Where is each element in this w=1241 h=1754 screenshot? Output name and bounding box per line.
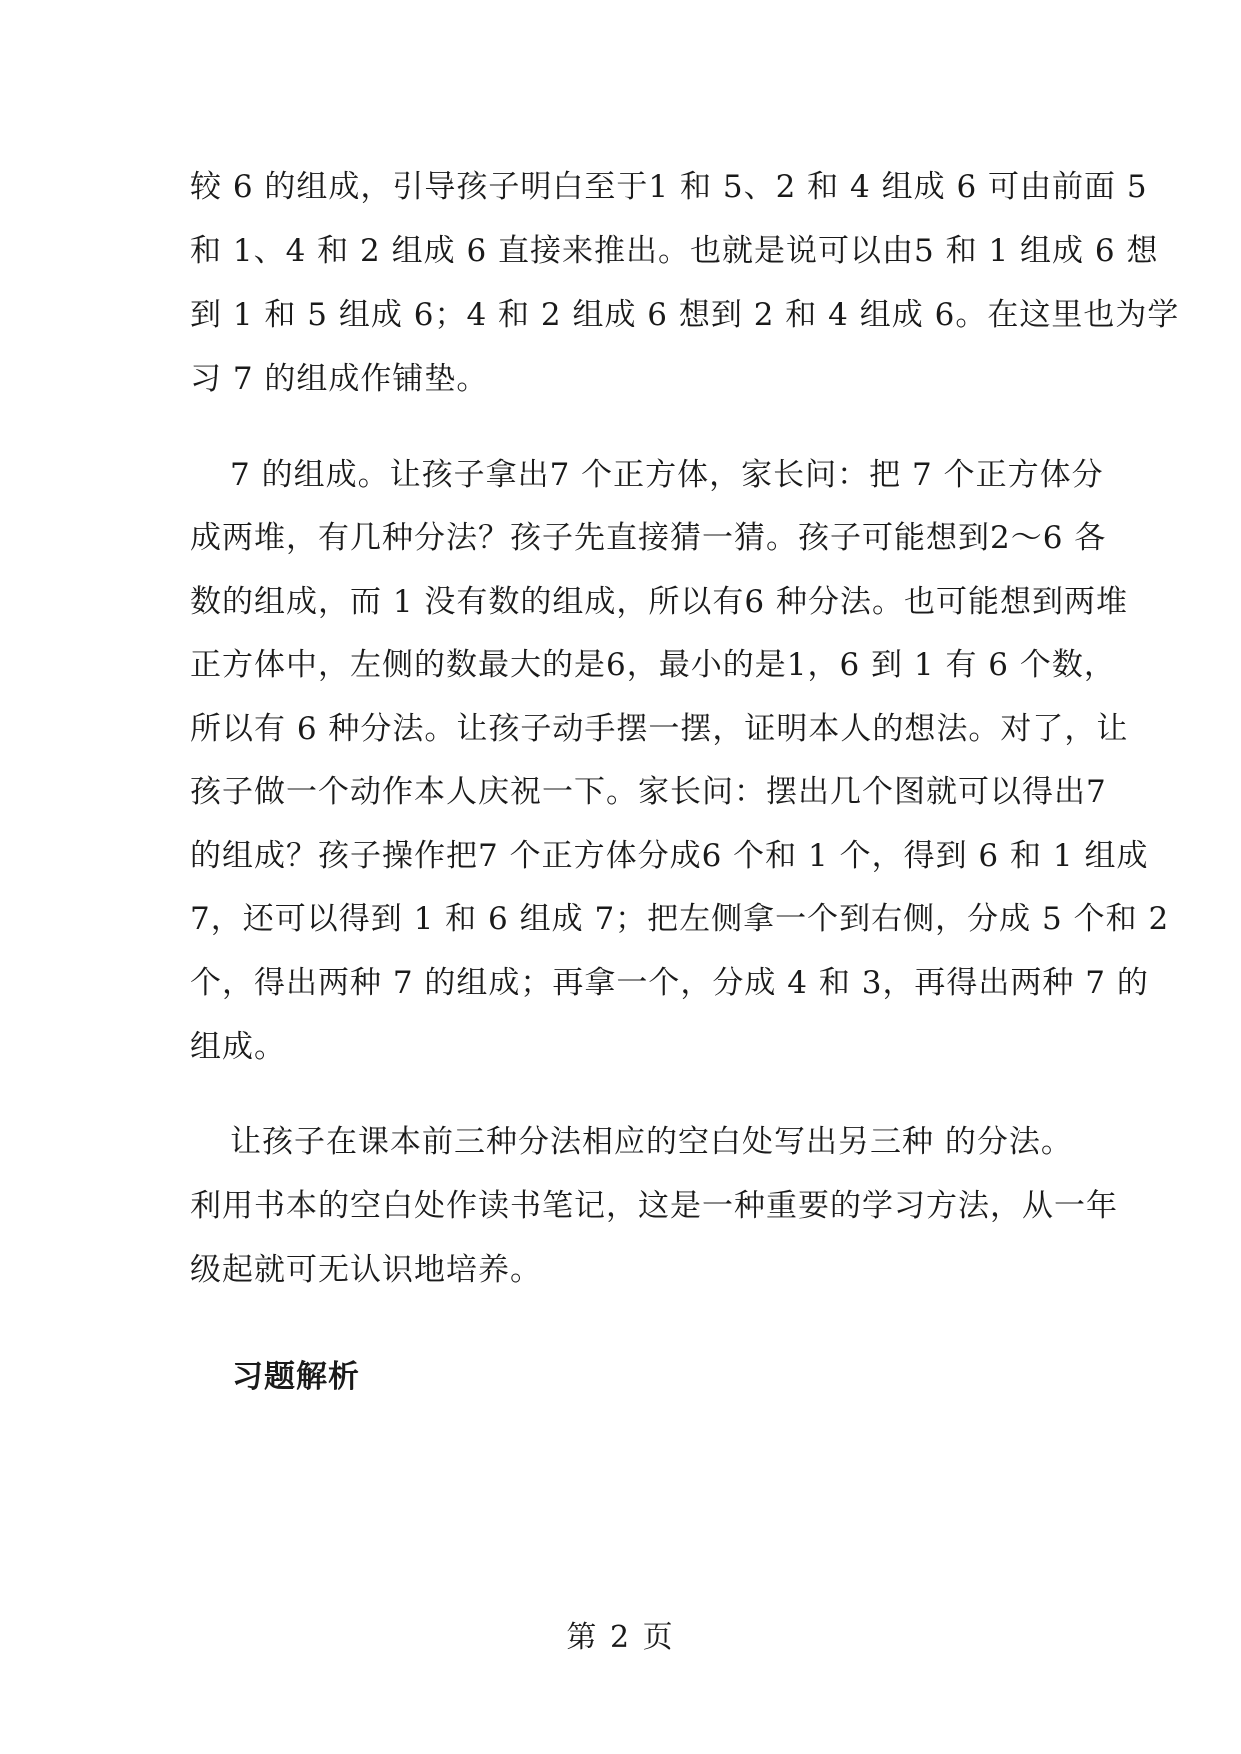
paragraph-2-line-5: 所以有 6 种分法。让孩子动手摆一摆，证明本人的想法。对了，让: [190, 711, 1129, 747]
paragraph-3-line-3: 级起就可无认识地培养。: [190, 1252, 542, 1288]
paragraph-1-line-2: 和 1、4 和 2 组成 6 直接来推出。也就是说可以由5 和 1 组成 6 想: [190, 233, 1159, 269]
paragraph-2-line-7: 的组成？孩子操作把7 个正方体分成6 个和 1 个，得到 6 和 1 组成: [190, 838, 1149, 874]
page-number: 第 2 页: [566, 1620, 675, 1655]
paragraph-2-line-1: 7 的组成。让孩子拿出7 个正方体，家长问：把 7 个正方体分: [230, 457, 1104, 493]
paragraph-2-line-9: 个，得出两种 7 的组成；再拿一个，分成 4 和 3，再得出两种 7 的: [190, 965, 1149, 1001]
paragraph-2-line-3: 数的组成，而 1 没有数的组成，所以有6 种分法。也可能想到两堆: [190, 584, 1129, 620]
paragraph-2-line-4: 正方体中，左侧的数最大的是6，最小的是1，6 到 1 有 6 个数，: [190, 647, 1116, 683]
paragraph-1-line-3: 到 1 和 5 组成 6；4 和 2 组成 6 想到 2 和 4 组成 6。在这里也为学: [190, 297, 1180, 333]
paragraph-1-line-4: 习 7 的组成作铺垫。: [190, 361, 489, 397]
paragraph-1-line-1: 较 6 的组成，引导孩子明白至于1 和 5、2 和 4 组成 6 可由前面 5: [190, 169, 1148, 205]
paragraph-3-line-2: 利用书本的空白处作读书笔记，这是一种重要的学习方法，从一年: [190, 1188, 1118, 1224]
paragraph-3-line-1: 让孩子在课本前三种分法相应的空白处写出另三种 的分法。: [230, 1124, 1073, 1160]
paragraph-2-line-8: 7，还可以得到 1 和 6 组成 7；把左侧拿一个到右侧，分成 5 个和 2: [190, 901, 1170, 937]
paragraph-2-line-6: 孩子做一个动作本人庆祝一下。家长问：摆出几个图就可以得出7: [190, 774, 1107, 810]
paragraph-2-line-10: 组成。: [190, 1029, 286, 1065]
paragraph-2-line-2: 成两堆，有几种分法？孩子先直接猜一猜。孩子可能想到2～6 各: [190, 520, 1107, 556]
section-heading: 习题解析: [232, 1359, 360, 1395]
